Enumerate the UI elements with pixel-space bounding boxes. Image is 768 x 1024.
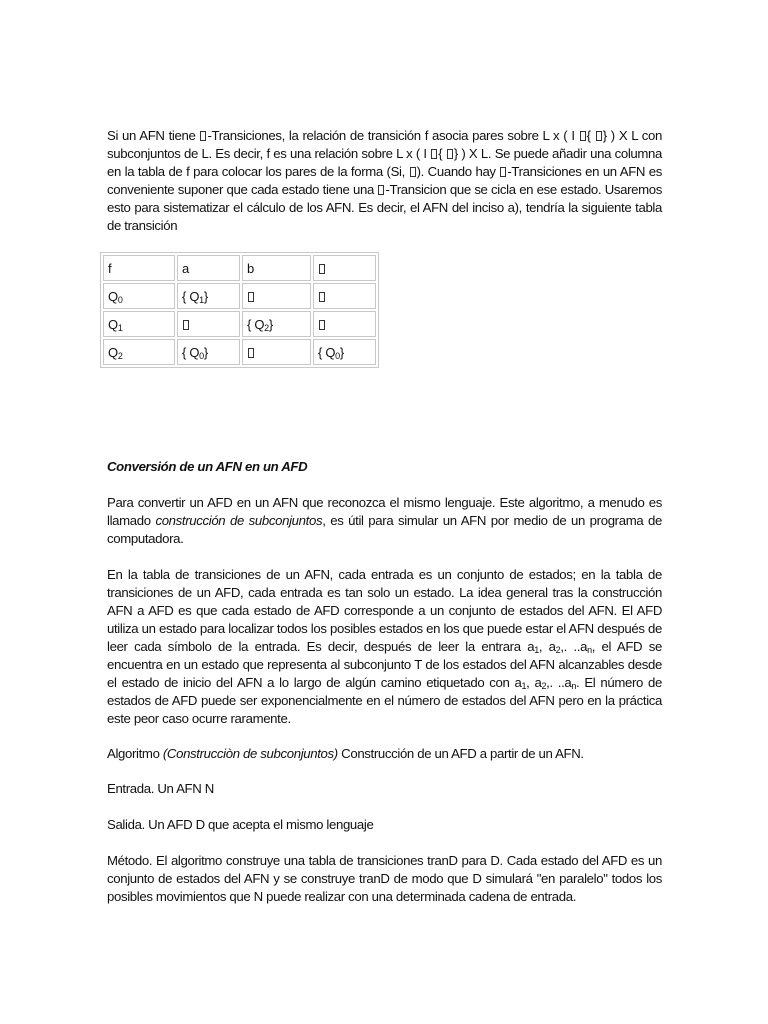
table-header-row [103, 255, 376, 281]
intro-text: { [586, 128, 595, 143]
missing-glyph-icon [500, 167, 506, 177]
table-cell: { $Q_2$} [242, 311, 311, 337]
paragraph-input: Entrada. Un AFN N [107, 781, 214, 796]
table-row [103, 311, 376, 337]
missing-glyph-icon [431, 149, 437, 159]
intro-text: -Transiciones en un AFN es conveniente suponer que cada estado tiene una [107, 164, 662, 197]
intro-text: } ) X L. Se puede añadir una columna en la tabla de f para colocar los pares de la forma (Si, [107, 146, 662, 179]
intro-text: Si un AFN tiene [107, 128, 200, 143]
table-cell: { $Q_0$} [177, 339, 240, 365]
missing-glyph-icon [319, 292, 325, 302]
table-cell [313, 311, 376, 337]
intro-paragraph [107, 127, 662, 235]
intro-text: -Transicion que se cicla en ese estado. Usaremos esto para sistematizar el cálculo de los AFN. Es decir, el AFN del inciso a), tendría la siguiente tabla de transición [107, 182, 662, 233]
table-row [103, 283, 376, 309]
intro-text: -Transiciones, la relación de transición f asocia pares sobre L x ( I [207, 128, 579, 143]
missing-glyph-icon [319, 264, 325, 274]
missing-glyph-icon [200, 131, 206, 141]
paragraph-general-idea: En la tabla de transiciones de un AFN, cada entrada es un conjunto de estados; en la tabla de transiciones de un AFD, cada entrada es tan solo un estado. La idea general tras la construcción AFN a AFD es que cada estado de AFD corresponde a un conjunto de estados del AFN. El AFD utiliza un estado para localizar todos los posibles estados en los que puede estar el AFN después de leer cada símbolo de la entrada. Es decir, después de leer la entrara $a_1$, $a_2$,. $..a_n$, el AFD se encuentra en un estado que representa al subconjunto T de los estados del AFN alcanzables desde el estado de inicio del AFN a lo largo de algún camino etiquetado con $a_1$, $a_2$,. $..a_n$. El número de estados de AFD puede ser exponencialmente en el número de estados del AFN pero en la práctica este peor caso ocurre raramente. [107, 567, 662, 726]
paragraph-output: Salida. Un AFD D que acepta el mismo lenguaje [107, 817, 374, 832]
header-cell: f [103, 255, 175, 281]
missing-glyph-icon [319, 320, 325, 330]
missing-glyph-icon [447, 149, 453, 159]
header-cell: a [177, 255, 240, 281]
missing-glyph-icon [410, 167, 416, 177]
intro-text: ). Cuando hay [416, 164, 500, 179]
intro-text: } ) X L con subconjuntos de L. Es decir, f es una relación sobre L x ( I [107, 128, 662, 161]
paragraph-algorithm: Algoritmo (Construcciòn de subconjuntos) Construcción de un AFD a partir de un AFN. [107, 746, 584, 761]
header-cell: b [242, 255, 311, 281]
table-cell [313, 283, 376, 309]
missing-glyph-icon [378, 185, 384, 195]
missing-glyph-icon [183, 320, 189, 330]
table-row [103, 339, 376, 365]
missing-glyph-icon [248, 348, 254, 358]
state-cell: $Q_1$ [103, 311, 175, 337]
transition-table [100, 252, 379, 368]
table-cell [242, 283, 311, 309]
missing-glyph-icon [580, 131, 586, 141]
paragraph-intro-algorithm: Para convertir un AFD en un AFN que reconozca el mismo lenguaje. Este algoritmo, a menudo es llamado construcción de subconjuntos, es útil para simular un AFN por medio de un programa de computadora. [107, 495, 662, 546]
header-cell [313, 255, 376, 281]
missing-glyph-icon [596, 131, 602, 141]
table-cell [242, 339, 311, 365]
section-title: Conversión de un AFN en un AFD [107, 459, 308, 474]
table-cell [177, 311, 240, 337]
intro-text: { [438, 146, 446, 161]
missing-glyph-icon [248, 292, 254, 302]
table-cell: { $Q_1$} [177, 283, 240, 309]
state-cell: $Q_0$ [103, 283, 175, 309]
state-cell: $Q_2$ [103, 339, 175, 365]
paragraph-method: Método. El algoritmo construye una tabla de transiciones tranD para D. Cada estado del AFD es un conjunto de estados del AFN y se construye tranD de modo que D simulará "en paralelo" todos los posibles movimientos que N puede realizar con una determinada cadena de entrada. [107, 853, 662, 904]
table-cell: { $Q_0$} [313, 339, 376, 365]
